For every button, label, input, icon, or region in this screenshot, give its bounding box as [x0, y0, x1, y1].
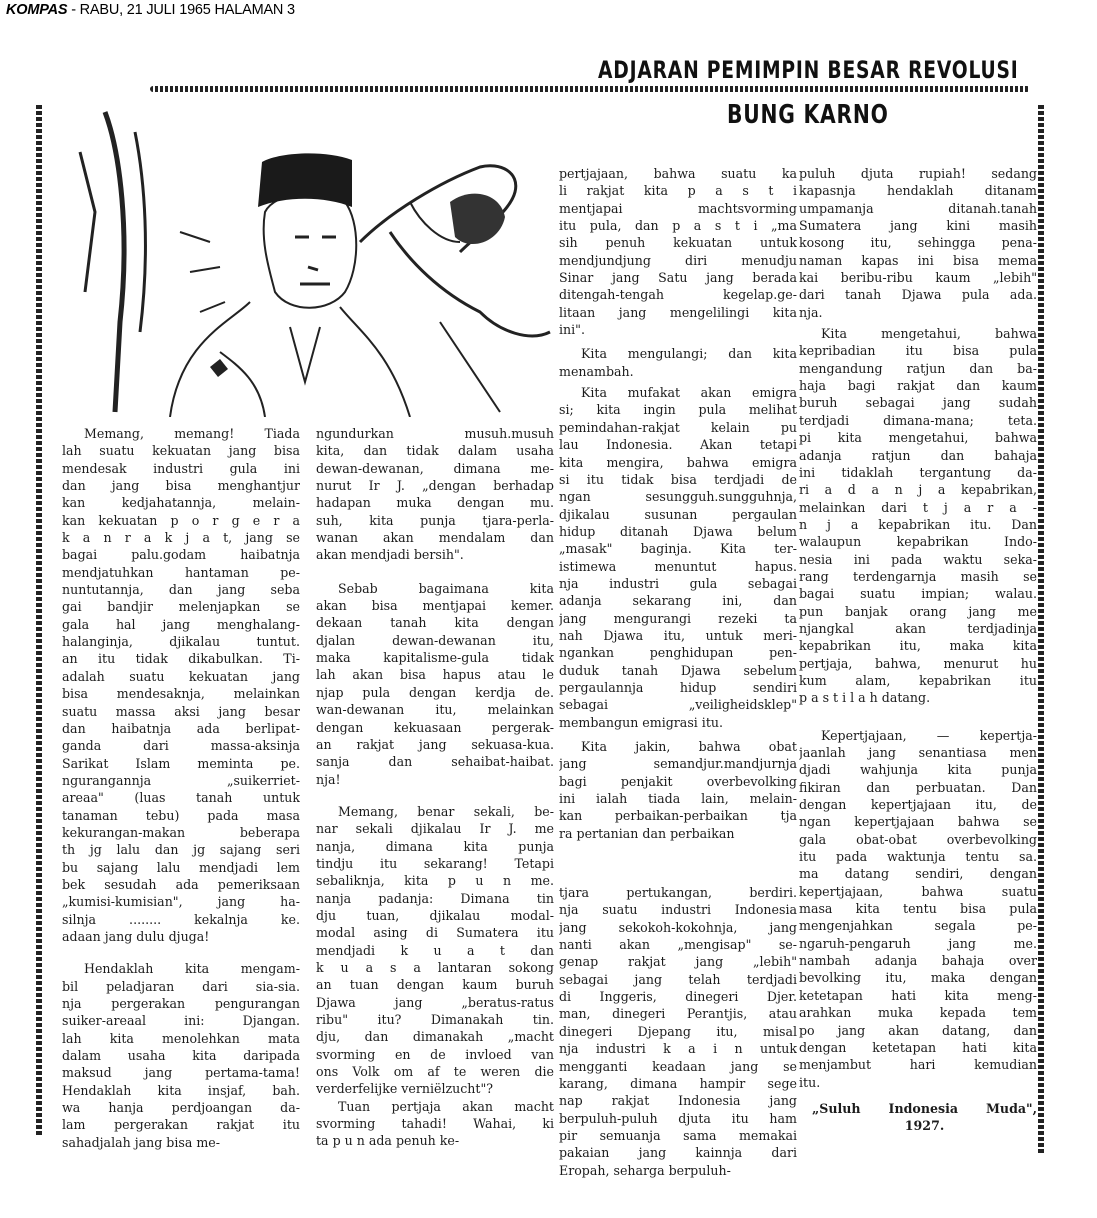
- text-line: n j a kepabrikan itu. Dan: [799, 516, 1037, 532]
- paragraph: [316, 803, 554, 1098]
- text-line: ta p u n ada penuh ke-: [316, 1133, 460, 1149]
- text-line: ri a d a n j a kepabrikan,: [799, 482, 1037, 498]
- text-line: ngundurkan musuh.musuh: [316, 426, 554, 441]
- text-line: suiker-areaal ini: Djangan.: [62, 1013, 300, 1029]
- text-line: dewan-dewanan, dimana me-: [316, 460, 554, 476]
- text-line: di Inggeris, dinegeri Djer.: [559, 989, 797, 1005]
- text-line: nja suatu industri Indonesia: [559, 902, 797, 918]
- text-line: ini".: [559, 322, 585, 338]
- text-line: kekurangan-makan beberapa: [62, 824, 300, 840]
- decorative-border-left: [36, 105, 42, 1135]
- decorative-border-right: [1038, 105, 1044, 1155]
- text-line: Memang, benar sekali, be-: [338, 803, 554, 819]
- text-line: karang, dimana hampir sege: [559, 1075, 797, 1091]
- text-line: nanja, dimana kita punja: [316, 838, 554, 854]
- text-line: dengan ketetapan hati kita: [799, 1039, 1037, 1055]
- text-line: terdjadi dimana-mana; teta.: [799, 412, 1037, 428]
- text-line: mengenjahkan segala pe-: [799, 918, 1037, 934]
- text-line: dan haibatnja ada berlipat-: [62, 720, 300, 736]
- text-line: mendjatuhkan hantaman pe-: [62, 564, 300, 580]
- source-year: 1927.: [904, 1118, 945, 1134]
- text-line: kapasnja hendaklah ditanam: [799, 183, 1037, 199]
- text-line: lah suatu kekuatan jang bisa: [62, 443, 300, 459]
- text-line: pakaian jang kainnja dari: [559, 1145, 797, 1161]
- text-line: Eropah, seharga berpuluh-: [559, 1162, 731, 1178]
- text-line: djadi wahjunja kita punja: [799, 762, 1037, 778]
- text-line: gala obat-obat overbevolking: [799, 831, 1037, 847]
- text-line: naman kapas ini bisa mema: [799, 252, 1037, 268]
- text-line: an rakjat jang sekuasa-kua.: [316, 736, 554, 752]
- paragraph: [559, 345, 797, 380]
- text-line: ini ialah tiada lain, melain-: [559, 791, 797, 807]
- text-line: Sumatera jang kini masih: [799, 218, 1037, 234]
- text-line: Kita mufakat akan emigra: [581, 385, 797, 401]
- text-line: nah Djawa itu, untuk meri-: [559, 627, 797, 643]
- text-line: sih penuh kekuatan untuk: [559, 235, 797, 251]
- text-line: dan jang bisa menghantjur: [62, 478, 300, 494]
- text-line: svorming en de invloed van: [316, 1046, 554, 1062]
- text-line: mengganti keadaan jang se: [559, 1058, 797, 1074]
- text-line: bevolking itu, maka dengan: [799, 970, 1037, 986]
- text-line: Sebab bagaimana kita: [338, 580, 554, 596]
- paragraph: [316, 425, 554, 564]
- text-line: maksud jang pertama-tama!: [62, 1065, 300, 1081]
- text-line: ma datang sendiri, dengan: [799, 866, 1037, 882]
- text-line: njangkal akan terdjadinja: [799, 620, 1037, 636]
- text-line: bu sajang lalu mendjadi lem: [62, 859, 300, 875]
- text-line: areaa" (luas tanah untuk: [62, 790, 300, 806]
- text-line: silnja ........ kekalnja ke.: [62, 911, 300, 927]
- text-line: sebagai jang telah terdjadi: [559, 971, 797, 987]
- text-line: itu pula, dan p a s t i „ma: [559, 218, 797, 234]
- text-line: „masak" baginja. Kita ter-: [559, 541, 797, 557]
- article-title: ADJARAN PEMIMPIN BESAR REVOLUSI: [598, 56, 1019, 84]
- text-line: kan kekuatan p o r g e r a: [62, 512, 300, 528]
- text-line: Kita mengulangi; dan kita: [581, 346, 797, 362]
- text-line: an itu tidak dikabulkan. Ti-: [62, 651, 300, 667]
- text-line: bisa mendesaknja, melainkan: [62, 686, 300, 702]
- masthead: [6, 2, 295, 18]
- text-line: sanja dan sehaibat-haibat.: [316, 754, 554, 770]
- text-line: membangun emigrasi itu.: [559, 714, 724, 730]
- paragraph: [62, 960, 300, 1151]
- article-column-3: [559, 165, 797, 1179]
- paragraph: [799, 325, 1037, 707]
- text-line: kita mengira, bahwa emigra: [559, 454, 797, 470]
- text-line: si itu tidak bisa terdjadi de: [559, 471, 797, 487]
- text-line: ketetapan hati kita meng-: [799, 987, 1037, 1003]
- text-line: pir semuanja sama memakai: [559, 1127, 797, 1143]
- text-line: djalan dewan-dewanan itu,: [316, 632, 554, 648]
- text-line: djikalau susunan pergaulan: [559, 506, 797, 522]
- text-line: istimewa menuntut hapus.: [559, 558, 797, 574]
- text-line: nap rakjat Indonesia jang: [559, 1093, 797, 1109]
- text-line: modal asing di Sumatera itu: [316, 925, 554, 941]
- text-line: nanti akan „mengisap" se-: [559, 937, 797, 953]
- text-line: sahadjalah jang bisa me-: [62, 1134, 221, 1150]
- text-line: si; kita ingin pula melihat: [559, 402, 797, 418]
- text-line: nanja padanja: Dimana tin: [316, 890, 554, 906]
- article-column-2: [316, 425, 554, 1150]
- article-column-4: [799, 165, 1037, 1091]
- paragraph: [559, 738, 797, 842]
- text-line: lah akan bisa hapus atau le: [316, 667, 554, 683]
- article-source: [812, 1100, 1037, 1135]
- text-line: ngaruh-pengaruh jang me.: [799, 935, 1037, 951]
- text-line: nambah adanja bahaja over: [799, 953, 1037, 969]
- text-line: dengan kepertjajaan itu, de: [799, 797, 1037, 813]
- text-line: Kita mengetahui, bahwa: [821, 326, 1037, 342]
- text-line: an tuan dengan kaum buruh: [316, 977, 554, 993]
- text-line: ngankan penghidupan pen-: [559, 645, 797, 661]
- text-line: kepabrikan itu, maka kita: [799, 638, 1037, 654]
- text-line: nar sekali djikalau Ir J. me: [316, 821, 554, 837]
- text-line: mendjundjung diri menudju: [559, 252, 797, 268]
- text-line: ra pertanian dan perbaikan: [559, 825, 735, 841]
- text-line: dinegeri Djepang itu, misal: [559, 1023, 797, 1039]
- text-line: njap pula dengan kerdja de.: [316, 684, 554, 700]
- issue-date-page: - RABU, 21 JULI 1965 HALAMAN 3: [67, 2, 295, 18]
- article-column-1: [62, 425, 300, 1151]
- text-line: Hendaklah kita mengam-: [84, 961, 300, 977]
- paragraph: [559, 165, 797, 338]
- paragraph: [316, 1098, 554, 1150]
- text-line: li rakjat kita p a s t i: [559, 183, 797, 199]
- article-subtitle: BUNG KARNO: [727, 100, 889, 130]
- text-line: nuntutannja, dan jang seba: [62, 582, 300, 598]
- text-line: jaanlah jang senantiasa men: [799, 745, 1037, 760]
- text-line: maka kapitalisme-gula tidak: [316, 650, 554, 666]
- text-line: mengandung ratjun dan ba-: [799, 360, 1037, 376]
- text-line: pertjajaan, bahwa suatu ka: [559, 166, 797, 181]
- paragraph: [559, 384, 797, 731]
- text-line: bagai suatu impian; walau.: [799, 586, 1037, 602]
- text-line: Djawa jang „beratus-ratus: [316, 994, 554, 1010]
- text-line: sebagai „veiligheidsklep": [559, 697, 797, 713]
- text-line: th jg lalu dan jg sajang seri: [62, 842, 300, 858]
- source-publication: „Suluh Indonesia Muda",: [812, 1101, 1037, 1116]
- text-line: nurut Ir J. „dengan berhadap: [316, 478, 554, 494]
- text-line: dari tanah Djawa pula ada.: [799, 287, 1037, 303]
- text-line: k a n r a k j a t, jang se: [62, 530, 300, 546]
- text-line: menambah.: [559, 363, 634, 379]
- text-line: lam pergerakan rakjat itu: [62, 1117, 300, 1133]
- text-line: pi kita mengetahui, bahwa: [799, 430, 1037, 446]
- text-line: ngurangannja „suikerriet-: [62, 772, 300, 788]
- text-line: bagai palu.godam haibatnja: [62, 547, 300, 563]
- text-line: Kita jakin, bahwa obat: [581, 739, 797, 754]
- text-line: „kumisi-kumisian", jang ha-: [62, 894, 300, 910]
- text-line: hidup ditanah Djawa belum: [559, 523, 797, 539]
- text-line: svorming tahadi! Wahai, ki: [316, 1116, 554, 1132]
- text-line: bagi penjakit overbevolking: [559, 773, 797, 789]
- text-line: kepribadian itu bisa pula: [799, 343, 1037, 359]
- text-line: Tuan pertjaja akan macht: [338, 1098, 554, 1114]
- text-line: akan bisa mentjapai kemer.: [316, 598, 554, 614]
- text-line: haja bagi rakjat dan kaum: [799, 378, 1037, 394]
- text-line: suatu massa aksi jang besar: [62, 703, 300, 719]
- text-line: adalah suatu kekuatan jang: [62, 668, 300, 684]
- text-line: dalam usaha kita daripada: [62, 1048, 300, 1064]
- text-line: adaan jang dulu djuga!: [62, 928, 210, 944]
- paragraph: [799, 727, 1037, 1091]
- text-line: ditengah-tengah kegelap.ge-: [559, 287, 797, 303]
- text-line: arahkan muka kepada tem: [799, 1005, 1037, 1021]
- text-line: masa kita tentu bisa pula: [799, 901, 1037, 917]
- text-line: kum alam, kepabrikan itu: [799, 672, 1037, 688]
- text-line: verderfelijke verniëlzucht"?: [316, 1081, 494, 1097]
- text-line: nja industri k a i n untuk: [559, 1041, 797, 1057]
- text-line: litaan jang mengelilingi kita: [559, 304, 797, 320]
- text-line: jang sekokoh-kokohnja, jang: [559, 919, 797, 935]
- text-line: Memang, memang! Tiada: [84, 426, 300, 441]
- text-line: nja!: [316, 771, 341, 787]
- text-line: nja.: [799, 304, 823, 320]
- text-line: buruh sebagai jang sudah: [799, 395, 1037, 411]
- text-line: sebaliknja, kita p u n me.: [316, 873, 554, 889]
- text-line: wanan akan mendalam dan: [316, 530, 554, 546]
- paragraph: [559, 884, 797, 1179]
- text-line: itu.: [799, 1074, 821, 1090]
- text-line: ganda dari massa-aksinja: [62, 738, 300, 754]
- text-line: ngan sesungguh.sungguhnja,: [559, 489, 797, 505]
- text-line: berpuluh-puluh djuta itu ham: [559, 1110, 797, 1126]
- text-line: wa hanja perdjoangan da-: [62, 1100, 300, 1116]
- text-line: pun banjak orang jang me: [799, 603, 1037, 619]
- text-line: kepertjajaan, bahwa suatu: [799, 883, 1037, 899]
- paragraph: [799, 165, 1037, 321]
- text-line: walaupun kepabrikan Indo-: [799, 534, 1037, 550]
- text-line: Hendaklah kita insjaf, bah.: [62, 1082, 300, 1098]
- text-line: hadapan muka dengan mu.: [316, 495, 554, 511]
- text-line: nja pergerakan pengurangan: [62, 996, 300, 1011]
- text-line: kai beribu-ribu kaum „lebih": [799, 270, 1037, 286]
- text-line: melainkan dari t j a r a -: [799, 499, 1037, 515]
- text-line: akan mendjadi bersih".: [316, 547, 464, 563]
- text-line: kan perbaikan-perbaikan tja: [559, 808, 797, 824]
- text-line: nja industri gula sebagai: [559, 575, 797, 591]
- text-line: lah kita menolehkan mata: [62, 1030, 300, 1046]
- text-line: Sarikat Islam meminta pe.: [62, 755, 300, 771]
- text-line: kan kedjahatannja, melain-: [62, 495, 300, 511]
- text-line: mentjapai machtsvorming: [559, 200, 797, 216]
- text-line: ribu" itu? Dimanakah tin.: [316, 1012, 554, 1027]
- text-line: dju tuan, djikalau modal-: [316, 907, 554, 923]
- text-line: bil peladjaran dari sia-sia.: [62, 978, 300, 994]
- text-line: jang semandjur.mandjurnja: [559, 756, 797, 772]
- text-line: pertjaja, bahwa, menurut hu: [799, 655, 1037, 671]
- text-line: rang terdengarnja masih se: [799, 568, 1037, 584]
- text-line: p a s t i l a h datang.: [799, 690, 931, 706]
- text-line: dengan kekuasaan pergerak-: [316, 719, 554, 735]
- text-line: Sinar jang Satu jang berada: [559, 270, 797, 286]
- text-line: kita, dan tidak dalam usaha: [316, 443, 554, 459]
- text-line: jang mengurangi rezeki ta: [559, 610, 797, 626]
- text-line: dju, dan dimanakah „macht: [316, 1029, 554, 1045]
- text-line: itu pada waktunja tentu sa.: [799, 849, 1037, 865]
- text-line: adanja ratjun dan bahaja: [799, 447, 1037, 463]
- text-line: puluh djuta rupiah! sedang: [799, 166, 1037, 181]
- text-line: lau Indonesia. Akan tetapi: [559, 437, 797, 453]
- text-line: man, dinegeri Perantjis, atau: [559, 1006, 797, 1022]
- text-line: gai bandjir melenjapkan se: [62, 599, 300, 615]
- paragraph: [62, 425, 300, 945]
- text-line: tjara pertukangan, berdiri.: [559, 885, 797, 901]
- text-line: mendjadi k u a t dan: [316, 942, 554, 958]
- text-line: po jang akan datang, dan: [799, 1022, 1037, 1038]
- text-line: umpamanja ditanah.tanah: [799, 200, 1037, 216]
- text-line: gala hal jang menghalang-: [62, 616, 300, 632]
- text-line: genap rakjat jang „lebih": [559, 954, 797, 970]
- text-line: Kepertjajaan, — kepertja-: [821, 727, 1037, 743]
- paragraph: [316, 580, 554, 788]
- text-line: dekaan tanah kita dengan: [316, 615, 554, 631]
- text-line: menjambut hari kemudian: [799, 1057, 1037, 1073]
- text-line: tanaman tebu) pada masa: [62, 807, 300, 823]
- text-line: ngan kepertjajaan bahwa se: [799, 814, 1037, 830]
- text-line: nesia ini pada waktu seka-: [799, 551, 1037, 567]
- text-line: duduk tanah Djawa sebelum: [559, 662, 797, 678]
- text-line: fikiran dan perbuatan. Dan: [799, 779, 1037, 795]
- text-line: adanja sekarang ini, dan: [559, 593, 797, 609]
- text-line: pemindahan-rakjat kelain pu: [559, 419, 797, 435]
- text-line: tindju itu sekarang! Tetapi: [316, 855, 554, 871]
- text-line: suh, kita punja tjara-perla-: [316, 512, 554, 528]
- newspaper-name: KOMPAS: [6, 2, 68, 18]
- portrait-illustration: [60, 92, 560, 417]
- text-line: halanginja, djikalau tuntut.: [62, 634, 300, 650]
- text-line: mendesak industri gula ini: [62, 460, 300, 476]
- text-line: ini tidaklah tergantung da-: [799, 464, 1037, 480]
- text-line: bek sesudah ada pemeriksaan: [62, 876, 300, 892]
- text-line: k u a s a lantaran sokong: [316, 959, 554, 975]
- text-line: pergaulannja hidup sendiri: [559, 679, 797, 695]
- text-line: wan-dewanan itu, melainkan: [316, 702, 554, 718]
- text-line: kosong itu, sehingga pena-: [799, 235, 1037, 251]
- text-line: ons Volk om af te weren die: [316, 1064, 554, 1080]
